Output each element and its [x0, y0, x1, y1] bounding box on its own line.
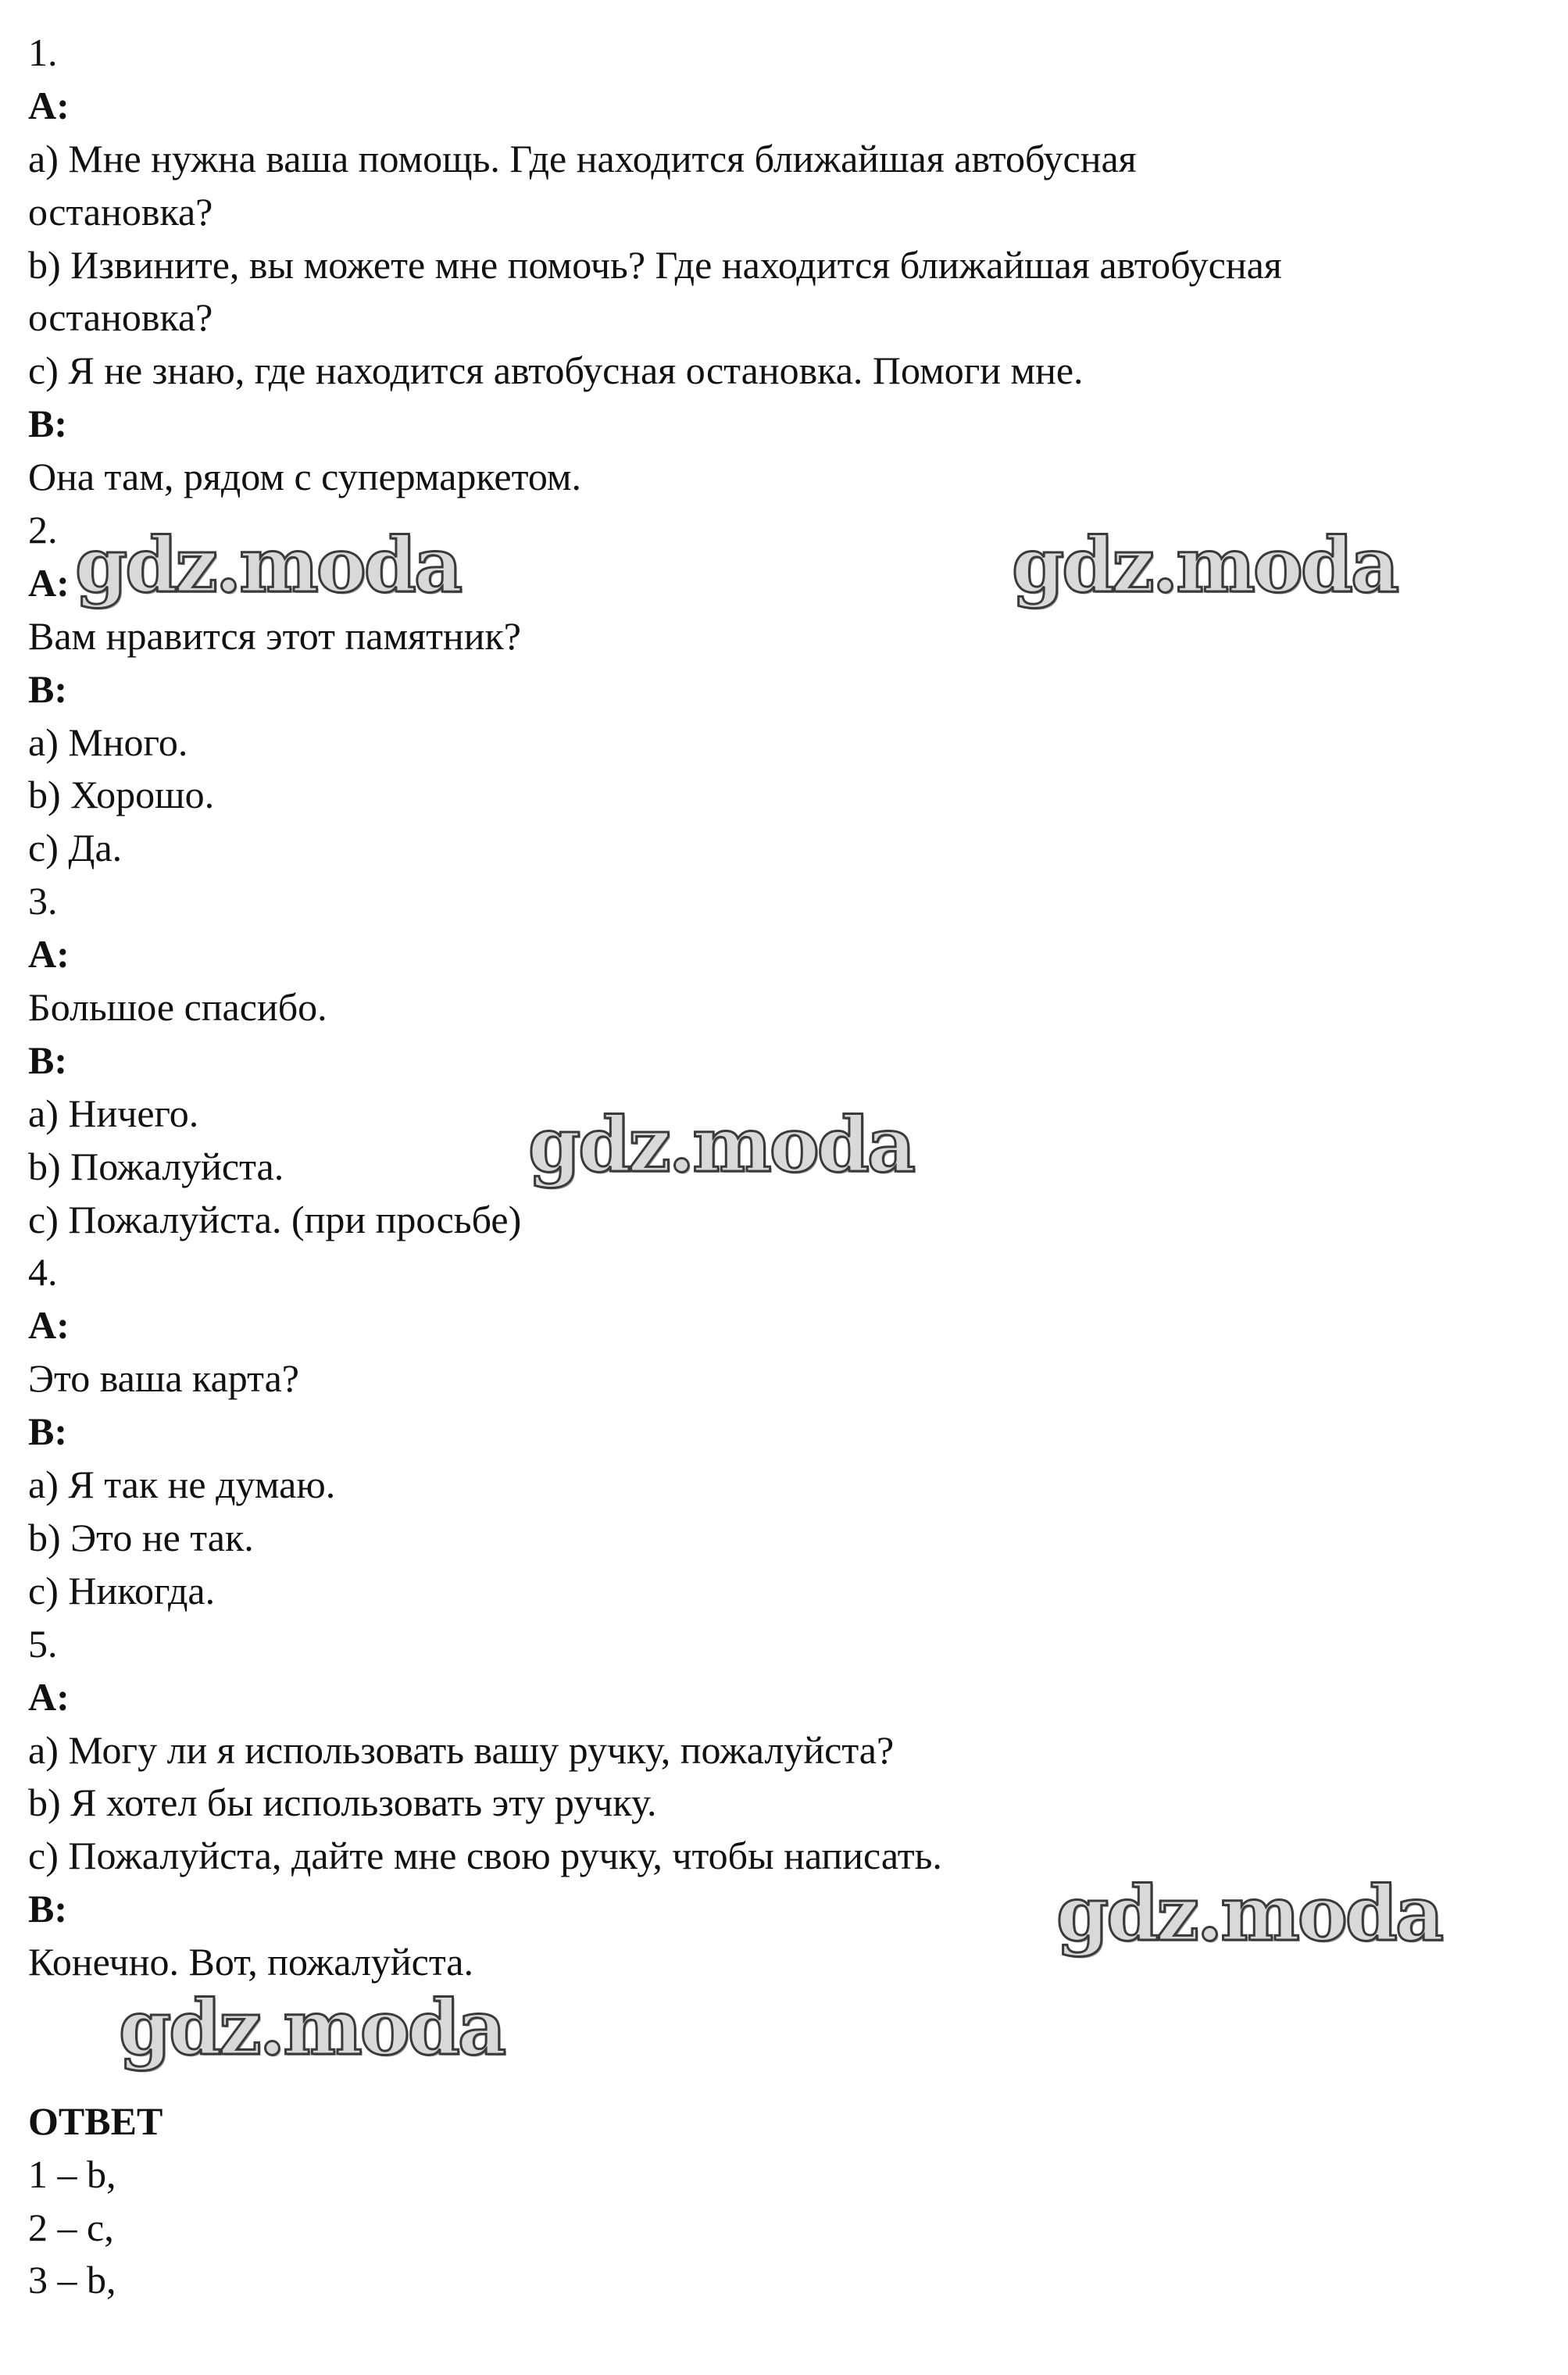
answer-option: a) Я так не думаю.: [28, 1462, 336, 1507]
speaker-label: B:: [28, 1038, 67, 1082]
answer-key-item: 3 – b,: [28, 2258, 116, 2302]
speaker-label: B:: [28, 1409, 67, 1454]
answer-option: c) Я не знаю, где находится автобусная остановка. Помоги мне.: [28, 348, 1084, 393]
watermark-logo: gdz.moda: [1056, 1870, 1442, 1958]
speaker-label: A:: [28, 932, 70, 977]
answer-option: a) Могу ли я использовать вашу ручку, пожалуйста?: [28, 1727, 895, 1772]
speaker-label: B:: [28, 402, 67, 446]
answer-option: c) Пожалуйста, дайте мне свою ручку, чтобы написать.: [28, 1834, 942, 1878]
answer-option: b) Это не так.: [28, 1515, 254, 1559]
text-line: Конечно. Вот, пожалуйста.: [28, 1940, 473, 1984]
answer-key-item: 2 – c,: [28, 2205, 114, 2249]
watermark-logo: gdz.moda: [75, 521, 461, 609]
text-line: Большое спасибо.: [28, 985, 327, 1030]
exercise-number: 4.: [28, 1250, 58, 1295]
answer-option: b) Хорошо.: [28, 773, 215, 817]
speaker-label: B:: [28, 666, 67, 711]
watermark-logo: gdz.moda: [1012, 521, 1398, 609]
watermark-logo: gdz.moda: [528, 1101, 914, 1189]
exercise-number: 5.: [28, 1621, 58, 1666]
answer-option: a) Ничего.: [28, 1091, 199, 1135]
speaker-label: A:: [28, 560, 70, 605]
speaker-label: A:: [28, 1303, 70, 1348]
watermark-logo: gdz.moda: [119, 1984, 505, 2072]
answer-option: b) Я хотел бы использовать эту ручку.: [28, 1780, 657, 1825]
answer-option: b) Пожалуйста.: [28, 1144, 284, 1188]
text-line: Это ваша карта?: [28, 1356, 299, 1401]
exercise-number: 3.: [28, 879, 58, 923]
answer-option: c) Пожалуйста. (при просьбе): [28, 1197, 522, 1241]
text-line: остановка?: [28, 295, 213, 340]
exercise-number: 1.: [28, 30, 58, 74]
answer-option: b) Извините, вы можете мне помочь? Где находится ближайшая автобусная: [28, 242, 1282, 287]
speaker-label: A:: [28, 1674, 70, 1719]
speaker-label: B:: [28, 1887, 67, 1931]
answer-option: c) Никогда.: [28, 1568, 216, 1612]
answer-option: a) Много.: [28, 720, 188, 764]
text-line: остановка?: [28, 189, 213, 234]
answer-option: c) Да.: [28, 826, 123, 870]
text-line: Вам нравится этот памятник?: [28, 613, 521, 658]
speaker-label: A:: [28, 83, 70, 127]
text-line: Она там, рядом с супермаркетом.: [28, 455, 582, 499]
answer-heading: ОТВЕТ: [28, 2098, 163, 2143]
answer-option: a) Мне нужна ваша помощь. Где находится ближайшая автобусная: [28, 136, 1137, 180]
exercise-number: 2.: [28, 508, 58, 552]
answer-key-item: 1 – b,: [28, 2152, 116, 2196]
